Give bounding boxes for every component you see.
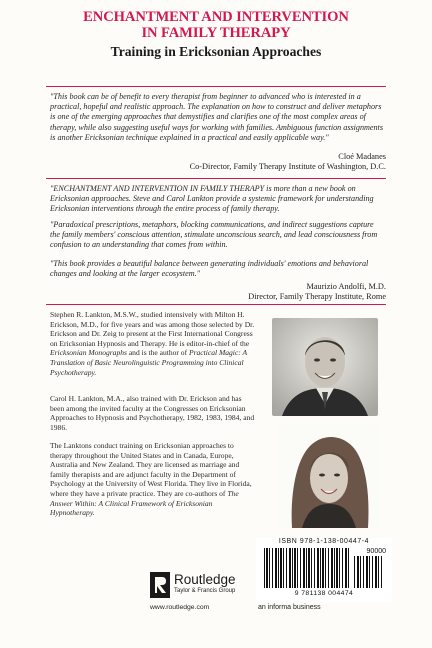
bio-lanktons	[50, 441, 256, 518]
book-subtitle: Training in Ericksonian Approaches	[110, 44, 322, 59]
attribution-title: Director, Family Therapy Institute, Rome	[248, 292, 386, 302]
publisher-name: Routledge	[174, 572, 236, 587]
attribution-name: Cloé Madanes	[338, 152, 386, 161]
bio-stephen-text-2: and is the author of	[126, 348, 189, 358]
book-title	[0, 10, 432, 41]
attribution-madanes	[190, 152, 386, 173]
informa-tagline: an informa business	[258, 604, 321, 611]
quote-andolfi-2: "Paradoxical prescriptions, metaphors, blocking communications, and indirect suggestions capture the family members' conscious attention, stimulate unconscious search, and lead consciousness from confusion to an understanding that comes from within.	[50, 220, 378, 250]
bio-carol: Carol H. Lankton, M.A., also trained with Dr. Erickson and has been among the invited faculty at the Congresses on Ericksonian Approaches to Hypnosis and Psychotherapy, 1982, 1983, 1984, and 1986.	[50, 394, 255, 432]
divider-middle	[46, 178, 386, 179]
attribution-title: Co-Director, Family Therapy Institute of Washington, D.C.	[189, 162, 386, 172]
bio-stephen-text: Stephen R. Lankton, M.S.W., studied intensively with Milton H. Erickson, M.D., for five years and was among those selected by Dr. Erickson and Dr. Zeig to present at the First International Congress on Ericksonian Hypnosis and Therapy. He is editor-in-chief of the	[50, 310, 255, 348]
title-line-2: IN FAMILY THERAPY	[141, 24, 291, 41]
divider-bottom	[46, 304, 386, 305]
bio-stephen-monographs: Ericksonian Monographs	[50, 348, 127, 358]
barcode-block	[256, 538, 392, 602]
author-photo-stephen	[272, 318, 378, 416]
divider-top	[46, 86, 386, 87]
quote-andolfi-1: "ENCHANTMENT AND INTERVENTION IN FAMILY THERAPY is more than a new book on Ericksonian approaches. Steve and Carol Lankton provide a systemic framework for understanding Ericksonian interventions through the entire process of family therapy.	[50, 184, 374, 214]
isbn-text: ISBN 978-1-138-00447-4	[278, 538, 370, 545]
bio-stephen-book: Practical Magic: A Translation of Basic Neurolinguistic Programming into Clinical Psychotherapy.	[50, 348, 247, 377]
price-code: 90000	[366, 548, 386, 555]
attribution-andolfi	[248, 282, 386, 303]
publisher-tagline: Taylor & Francis Group	[174, 588, 236, 594]
quote-madanes: "This book can be of benefit to every therapist from beginner to advanced who is interested in a practical, hopeful and realistic approach. The explanation on how to construct and deliver metaphors is one of the emerging approaches that demystifies and clarifies one of the most complex areas of therapy, while also suggesting useful ways for working with families. Ambiguous function assignments is another Ericksonian technique explained in a practical and easily applicable way."	[50, 92, 383, 142]
publisher-url[interactable]: www.routledge.com	[150, 604, 210, 611]
author-photo-carol	[278, 424, 380, 528]
bio-lanktons-text: The Lanktons conduct training on Ericksonian approaches to therapy throughout the United States and in Canada, Europe, Australia and New Zealand. They are licensed as marriage and family therapists and are adjunct faculty in the Department of Psychology at the University of West Florida. They live in Florida, where they have a private practice. They are co-authors of	[50, 441, 252, 498]
attribution-name: Maurizio Andolfi, M.D.	[306, 282, 386, 291]
bio-lanktons-book: The Answer Within: A Clinical Framework of Ericksonian Hypnotherapy.	[50, 488, 239, 518]
barcode-number: 9 781138 004474	[294, 590, 354, 597]
bio-stephen	[50, 310, 256, 377]
price-barcode-icon	[354, 556, 384, 588]
barcode-icon	[264, 548, 350, 588]
routledge-logo-icon	[150, 572, 170, 598]
quote-andolfi-3: "This book provides a beautiful balance between generating individuals' emotions and behavioral changes and looking at the larger ecosystem."	[50, 259, 369, 279]
title-line-1: ENCHANTMENT AND INTERVENTION	[83, 9, 349, 25]
